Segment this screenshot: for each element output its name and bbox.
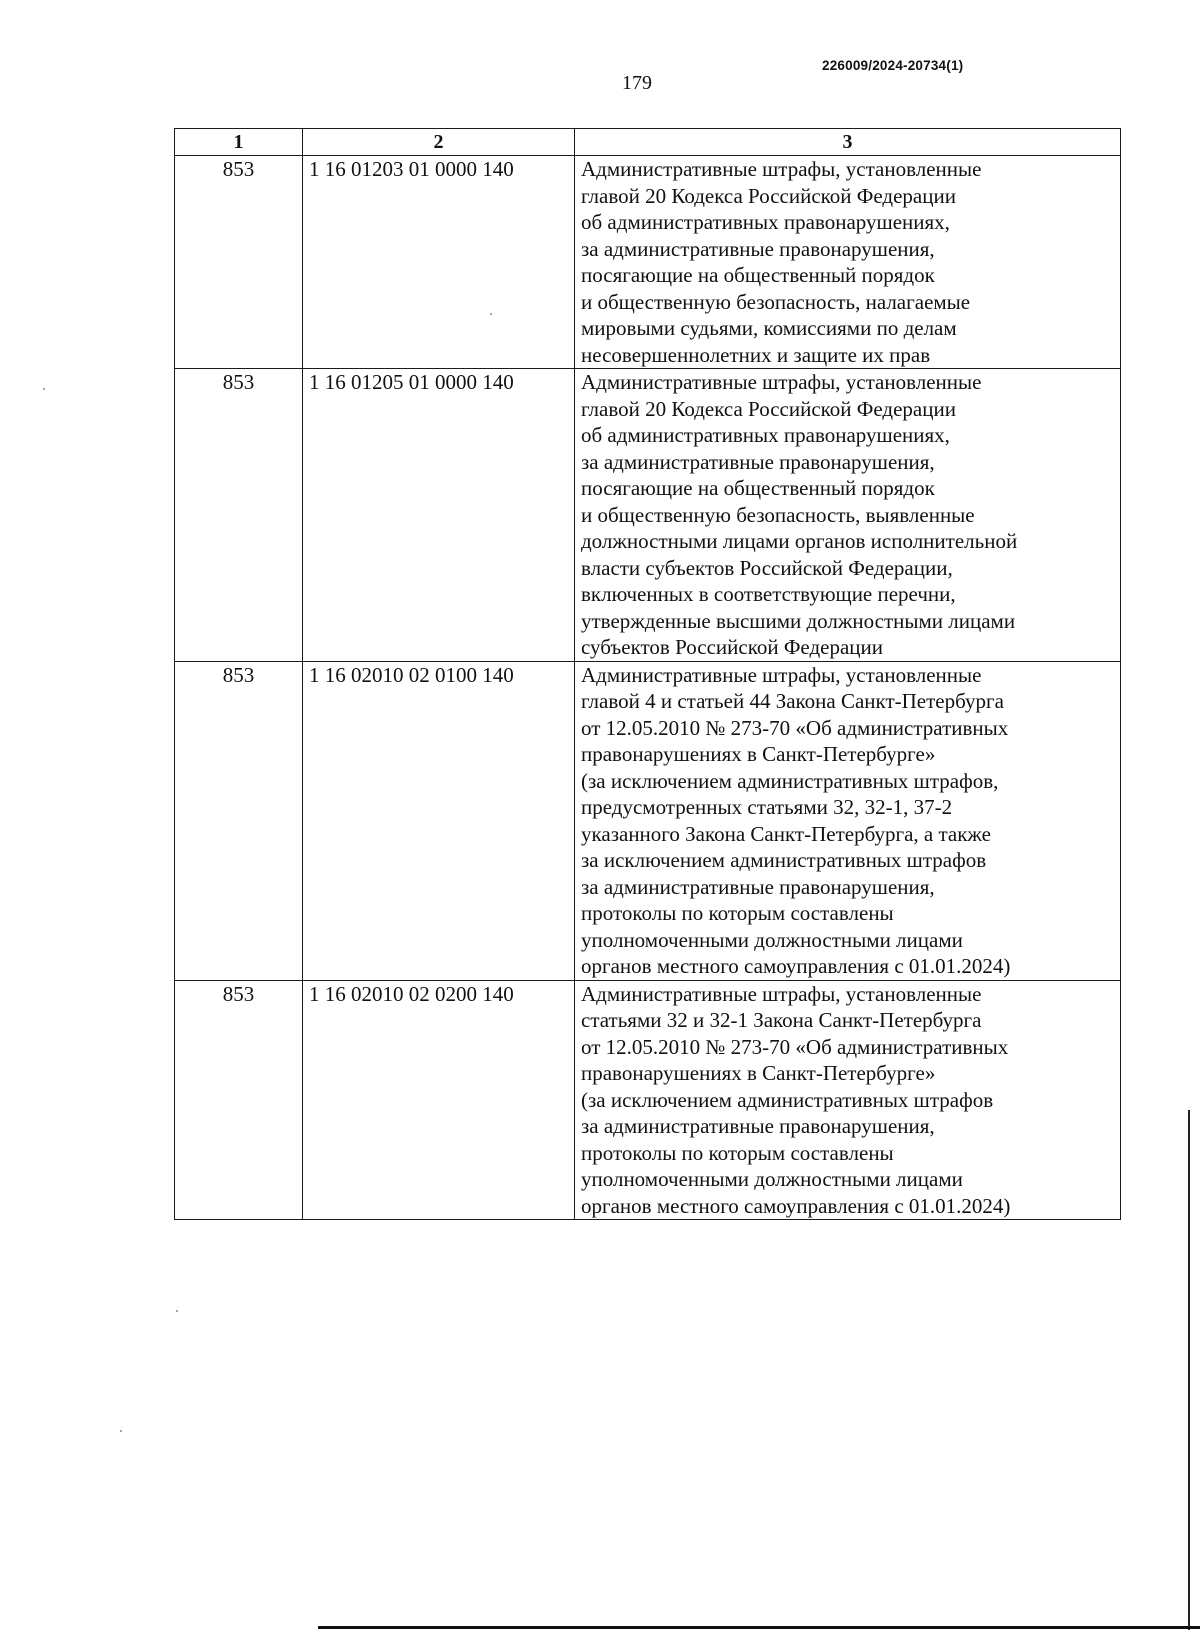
description-line: мировыми судьями, комиссиями по делам [581, 316, 957, 340]
table-row [175, 369, 1121, 662]
table-row [175, 661, 1121, 980]
table-body [175, 156, 1121, 1220]
description-line: уполномоченными должностными лицами [581, 927, 963, 952]
description-line: за административные правонарушения, [581, 449, 935, 474]
description-line: органов местного самоуправления с 01.01.2024) [581, 1193, 1011, 1218]
description-line: уполномоченными должностными лицами [581, 1167, 963, 1191]
description-line: правонарушениях в Санкт-Петербурге» [581, 742, 936, 766]
scan-speck [490, 313, 492, 315]
description-line: статьями 32 и 32-1 Закона Санкт-Петербурга [581, 1008, 982, 1032]
revenue-description-cell [575, 980, 1121, 1220]
description-line: (за исключением административных штрафов, [581, 768, 999, 793]
description-line: об административных правонарушениях, [581, 210, 950, 234]
description-line: посягающие на общественный порядок [581, 263, 935, 287]
revenue-description-cell [575, 156, 1121, 369]
document-registration-number: 226009/2024-20734(1) [822, 58, 964, 73]
admin-code-cell: 853 [175, 369, 303, 662]
admin-code-cell: 853 [175, 156, 303, 369]
description-line: за административные правонарушения, [581, 236, 935, 261]
description-line: Административные штрафы, установленные [581, 157, 982, 181]
admin-code-cell: 853 [175, 980, 303, 1220]
description-line: указанного Закона Санкт-Петербурга, а также [581, 821, 991, 846]
description-line: от 12.05.2010 № 273-70 «Об административных [581, 715, 1009, 740]
revenue-description-cell [575, 369, 1121, 662]
description-line: за административные правонарушения, [581, 874, 935, 899]
description-line: утвержденные высшими должностными лицами [581, 608, 1016, 633]
table-header-row [175, 129, 1121, 156]
scan-speck [176, 1310, 178, 1312]
column-header-2: 2 [303, 129, 575, 156]
description-line: главой 4 и статьей 44 Закона Санкт-Петербурга [581, 689, 1004, 713]
description-line: главой 20 Кодекса Российской Федерации [581, 183, 956, 208]
description-line: протоколы по которым составлены [581, 901, 894, 925]
description-line: протоколы по которым составлены [581, 1140, 894, 1165]
description-line: предусмотренных статьями 32, 32-1, 37-2 [581, 795, 953, 819]
table-row [175, 980, 1121, 1220]
description-line: власти субъектов Российской Федерации, [581, 555, 953, 580]
column-header-1: 1 [175, 129, 303, 156]
description-line: посягающие на общественный порядок [581, 476, 935, 500]
description-line: от 12.05.2010 № 273-70 «Об административных [581, 1034, 1009, 1059]
budget-code-cell: 1 16 02010 02 0100 140 [303, 661, 575, 980]
budget-code-cell: 1 16 01203 01 0000 140 [303, 156, 575, 369]
description-line: несовершеннолетних и защите их прав [581, 342, 931, 367]
description-line: Административные штрафы, установленные [581, 981, 982, 1006]
description-line: (за исключением административных штрафов [581, 1087, 994, 1112]
column-header-3: 3 [575, 129, 1121, 156]
description-line: органов местного самоуправления с 01.01.2024) [581, 954, 1011, 978]
description-line: и общественную безопасность, выявленные [581, 502, 975, 527]
description-line: правонарушениях в Санкт-Петербурге» [581, 1061, 936, 1085]
description-line: об административных правонарушениях, [581, 423, 950, 447]
scan-speck [120, 1430, 122, 1432]
description-line: включенных в соответствующие перечни, [581, 582, 956, 606]
scan-margin-mark [1188, 1110, 1190, 1630]
budget-code-cell: 1 16 01205 01 0000 140 [303, 369, 575, 662]
description-line: субъектов Российской Федерации [581, 635, 884, 659]
revenue-description-cell [575, 661, 1121, 980]
budget-code-cell: 1 16 02010 02 0200 140 [303, 980, 575, 1220]
table-row [175, 156, 1121, 369]
description-line: Административные штрафы, установленные [581, 662, 982, 687]
description-line: за исключением административных штрафов [581, 848, 987, 872]
scan-bottom-edge [318, 1626, 1200, 1629]
page-number: 179 [622, 72, 652, 94]
admin-code-cell: 853 [175, 661, 303, 980]
description-line: и общественную безопасность, налагаемые [581, 289, 971, 314]
description-line: должностными лицами органов исполнительной [581, 529, 1018, 553]
description-line: главой 20 Кодекса Российской Федерации [581, 396, 956, 421]
budget-classification-table [174, 128, 1121, 1220]
scan-speck [43, 388, 45, 390]
description-line: за административные правонарушения, [581, 1114, 935, 1138]
description-line: Административные штрафы, установленные [581, 370, 982, 394]
